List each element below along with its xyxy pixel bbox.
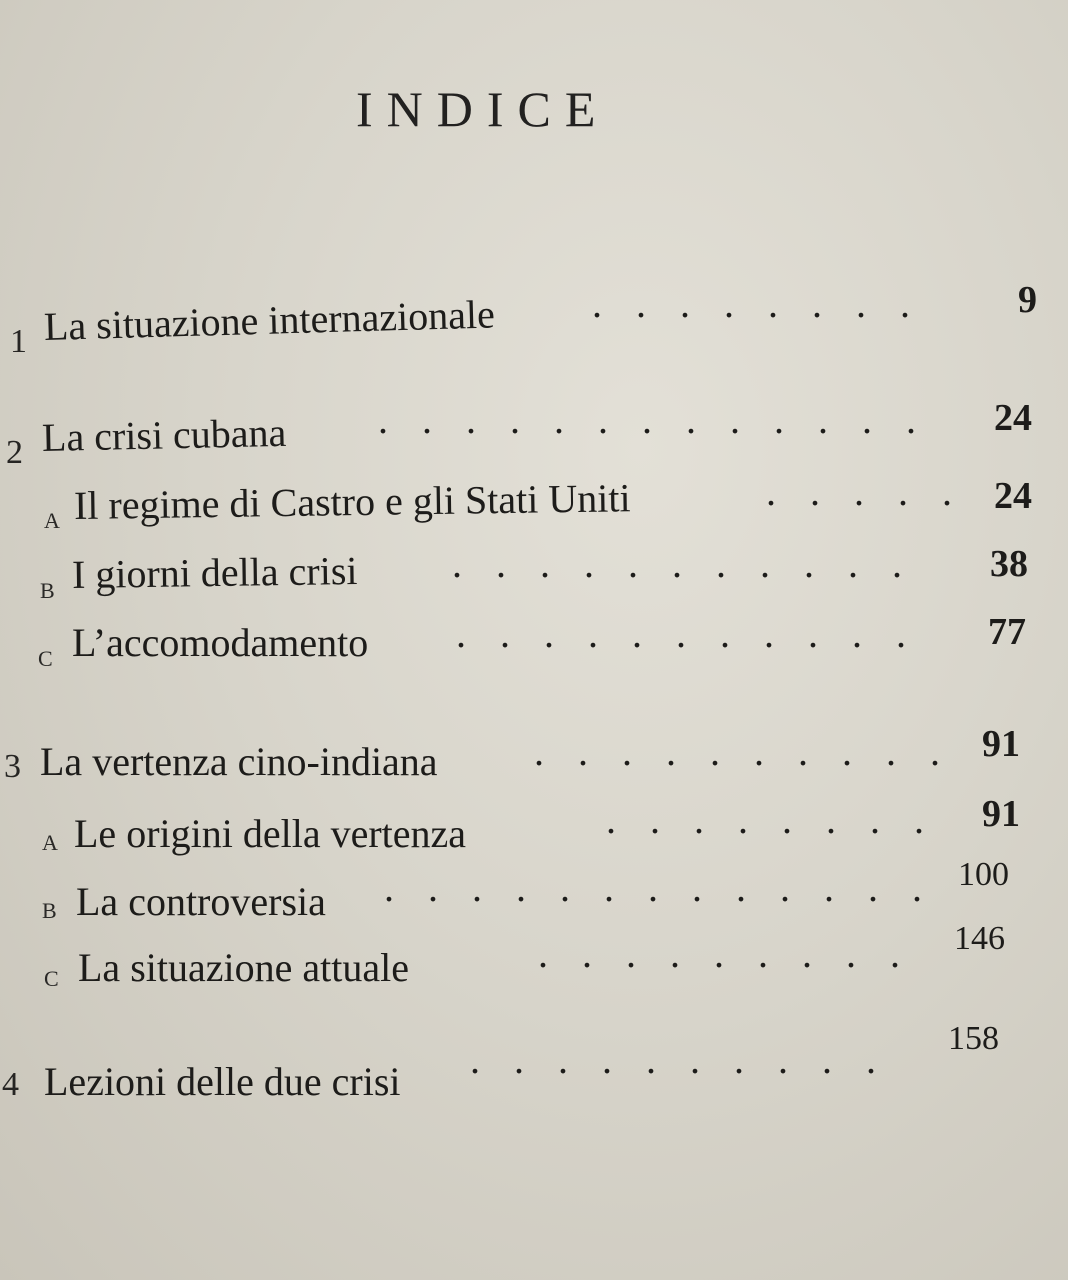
chapter-number: 1 [10, 323, 27, 360]
leader-dots: . . . . . . . . . . [534, 729, 940, 774]
section-letter: B [40, 578, 55, 603]
section-letter: C [38, 646, 53, 671]
leader-dots: . . . . . . . . . . [470, 1037, 876, 1082]
leader-dots: . . . . . . . . . . . [452, 541, 902, 586]
chapter-title: La situazione internazionale [43, 291, 496, 349]
page-number: 24 [994, 475, 1032, 517]
leader-dots: . . . . . . . . [592, 281, 910, 326]
section-letter: B [42, 898, 57, 923]
chapter-title: La crisi cubana [41, 409, 287, 460]
section-title: I giorni della crisi [71, 548, 358, 597]
leader-dots: . . . . . [766, 469, 952, 514]
section-title: La situazione attuale [78, 945, 409, 990]
page-number: 100 [958, 856, 1009, 893]
section-letter: A [44, 508, 60, 533]
leader-dots: . . . . . . . . . [538, 931, 900, 976]
index-title: INDICE [356, 81, 610, 137]
section-title: La controversia [76, 879, 326, 924]
leader-dots: . . . . . . . . [606, 797, 924, 842]
section-title: L’accomodamento [72, 620, 369, 665]
leader-dots: . . . . . . . . . . . . . [378, 397, 916, 442]
page-number: 91 [982, 793, 1020, 835]
chapter-number: 3 [4, 748, 21, 785]
section-letter: C [44, 966, 59, 991]
leader-dots: . . . . . . . . . . . . . [384, 865, 922, 910]
page-number: 77 [988, 611, 1026, 653]
section-letter: A [42, 830, 58, 855]
chapter-title: Lezioni delle due crisi [44, 1059, 401, 1104]
chapter-number: 4 [2, 1066, 19, 1103]
chapter-title: La vertenza cino-indiana [40, 739, 438, 784]
leader-dots: . . . . . . . . . . . [456, 611, 906, 656]
page-number: 146 [954, 920, 1005, 957]
page-number: 158 [948, 1020, 999, 1057]
section-title: Il regime di Castro e gli Stati Uniti [73, 475, 631, 528]
section-title: Le origini della vertenza [74, 811, 467, 856]
page-number: 91 [982, 723, 1020, 765]
page-number: 9 [1018, 279, 1037, 321]
page-number: 38 [990, 543, 1028, 585]
chapter-number: 2 [6, 434, 23, 471]
page-number: 24 [994, 397, 1032, 439]
